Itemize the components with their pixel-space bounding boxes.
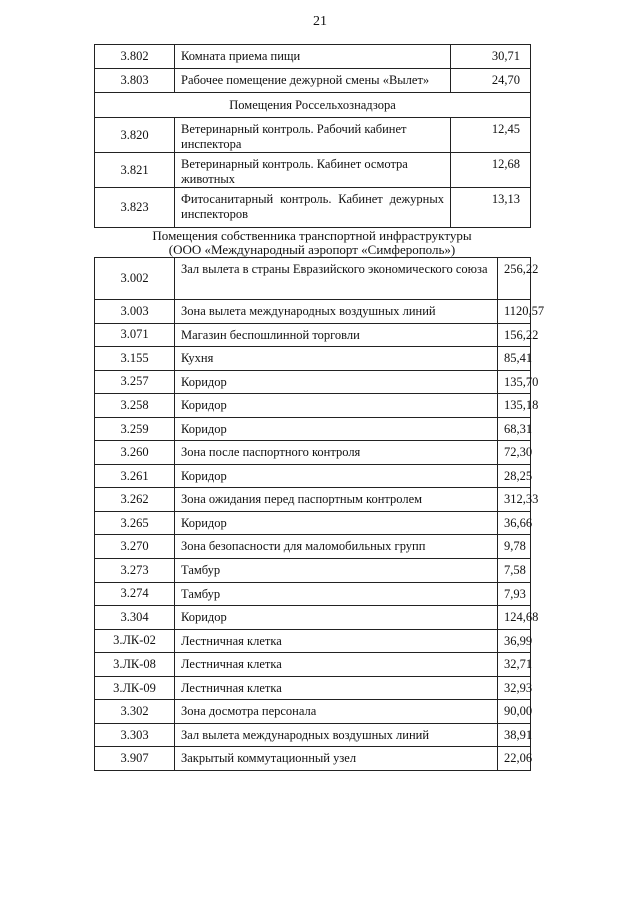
- room-code: 3.820: [95, 118, 175, 153]
- table-row: [95, 441, 531, 465]
- room-name: Коридор: [175, 606, 498, 630]
- room-area: 24,70: [451, 69, 531, 93]
- room-code: 3.002: [95, 258, 175, 300]
- room-area: 28,25: [498, 464, 531, 488]
- room-area: 7,58: [498, 559, 531, 583]
- room-area: 7,93: [498, 582, 531, 606]
- section-row: [95, 93, 531, 118]
- room-code: 3.907: [95, 747, 175, 771]
- room-code: 3.003: [95, 300, 175, 324]
- room-code: 3.261: [95, 464, 175, 488]
- room-code: 3.262: [95, 488, 175, 512]
- room-area: 30,71: [451, 45, 531, 69]
- room-code: 3.257: [95, 370, 175, 394]
- room-area: 36,66: [498, 511, 531, 535]
- table-row: [95, 653, 531, 677]
- section-title: Помещения Россельхознадзора: [95, 93, 531, 118]
- room-code: 3.258: [95, 394, 175, 418]
- table-row: [95, 347, 531, 371]
- table-row: [95, 118, 531, 153]
- table-row: [95, 747, 531, 771]
- room-area: 124,68: [498, 606, 531, 630]
- table-row: [95, 535, 531, 559]
- room-code: 3.803: [95, 69, 175, 93]
- room-code: 3.302: [95, 700, 175, 724]
- room-code: 3.802: [95, 45, 175, 69]
- room-area: 32,71: [498, 653, 531, 677]
- room-name: Коридор: [175, 464, 498, 488]
- room-name: Коридор: [175, 417, 498, 441]
- table-row: [95, 606, 531, 630]
- room-name: Магазин беспошлинной торговли: [175, 323, 498, 347]
- room-name: Комната приема пищи: [175, 45, 451, 69]
- table-row: [95, 723, 531, 747]
- room-code: 3.ЛК-02: [95, 629, 175, 653]
- table-row: [95, 559, 531, 583]
- room-code: 3.265: [95, 511, 175, 535]
- rooms-table-1: [94, 44, 531, 228]
- room-code: 3.ЛК-08: [95, 653, 175, 677]
- room-area: 135,18: [498, 394, 531, 418]
- room-code: 3.ЛК-09: [95, 676, 175, 700]
- room-area: 85,41: [498, 347, 531, 371]
- table-row: [95, 511, 531, 535]
- room-code: 3.304: [95, 606, 175, 630]
- room-code: 3.270: [95, 535, 175, 559]
- table-row: [95, 300, 531, 324]
- page-number: 21: [313, 14, 327, 29]
- room-name: Тамбур: [175, 559, 498, 583]
- room-name: Коридор: [175, 394, 498, 418]
- table-row: [95, 69, 531, 93]
- room-name: Тамбур: [175, 582, 498, 606]
- room-name: Закрытый коммутационный узел: [175, 747, 498, 771]
- room-name: Кухня: [175, 347, 498, 371]
- room-code: 3.274: [95, 582, 175, 606]
- room-name: Зона досмотра персонала: [175, 700, 498, 724]
- table-row: [95, 258, 531, 300]
- room-name: Рабочее помещение дежурной смены «Вылет»: [175, 69, 451, 93]
- table-row: [95, 488, 531, 512]
- room-area: 312,33: [498, 488, 531, 512]
- room-code: 3.821: [95, 153, 175, 188]
- room-code: 3.260: [95, 441, 175, 465]
- room-area: 156,22: [498, 323, 531, 347]
- table-row: [95, 700, 531, 724]
- room-name: Зона вылета международных воздушных линий: [175, 300, 498, 324]
- room-name: Зона безопасности для маломобильных групп: [175, 535, 498, 559]
- room-name: Коридор: [175, 511, 498, 535]
- table-row: [95, 323, 531, 347]
- room-name: Зал вылета международных воздушных линий: [175, 723, 498, 747]
- room-area: 22,06: [498, 747, 531, 771]
- room-area: 36,99: [498, 629, 531, 653]
- table-row: [95, 188, 531, 228]
- table-row: [95, 45, 531, 69]
- room-name: Лестничная клетка: [175, 653, 498, 677]
- room-area: 1120,57: [498, 300, 531, 324]
- room-area: 13,13: [451, 188, 531, 228]
- room-name: Лестничная клетка: [175, 629, 498, 653]
- room-area: 256,22: [498, 258, 531, 300]
- section-heading-line1: Помещения собственника транспортной инфраструктуры: [152, 228, 472, 243]
- room-area: 72,30: [498, 441, 531, 465]
- room-area: 90,00: [498, 700, 531, 724]
- table-row: [95, 394, 531, 418]
- room-area: 135,70: [498, 370, 531, 394]
- room-code: 3.823: [95, 188, 175, 228]
- room-area: 12,68: [451, 153, 531, 188]
- table-row: [95, 464, 531, 488]
- table-row: [95, 676, 531, 700]
- rooms-table-2: [94, 257, 545, 771]
- room-area: 32,93: [498, 676, 531, 700]
- section-heading-line2: (ООО «Международный аэропорт «Симферополь»): [168, 242, 456, 257]
- room-name: Фитосанитарный контроль. Кабинет дежурных инспекторов: [175, 188, 451, 228]
- room-name: Зал вылета в страны Евразийского экономического союза: [175, 258, 498, 300]
- room-name: Зона после паспортного контроля: [175, 441, 498, 465]
- table-row: [95, 370, 531, 394]
- table-row: [95, 417, 531, 441]
- table-row: [95, 582, 531, 606]
- room-name: Зона ожидания перед паспортным контролем: [175, 488, 498, 512]
- room-area: 38,91: [498, 723, 531, 747]
- room-code: 3.155: [95, 347, 175, 371]
- room-code: 3.071: [95, 323, 175, 347]
- room-name: Лестничная клетка: [175, 676, 498, 700]
- room-area: 68,31: [498, 417, 531, 441]
- room-area: 9,78: [498, 535, 531, 559]
- room-code: 3.273: [95, 559, 175, 583]
- table-row: [95, 153, 531, 188]
- room-area: 12,45: [451, 118, 531, 153]
- table-row: [95, 629, 531, 653]
- room-name: Ветеринарный контроль. Рабочий кабинет инспектора: [175, 118, 451, 153]
- room-code: 3.303: [95, 723, 175, 747]
- room-name: Ветеринарный контроль. Кабинет осмотра животных: [175, 153, 451, 188]
- room-name: Коридор: [175, 370, 498, 394]
- room-code: 3.259: [95, 417, 175, 441]
